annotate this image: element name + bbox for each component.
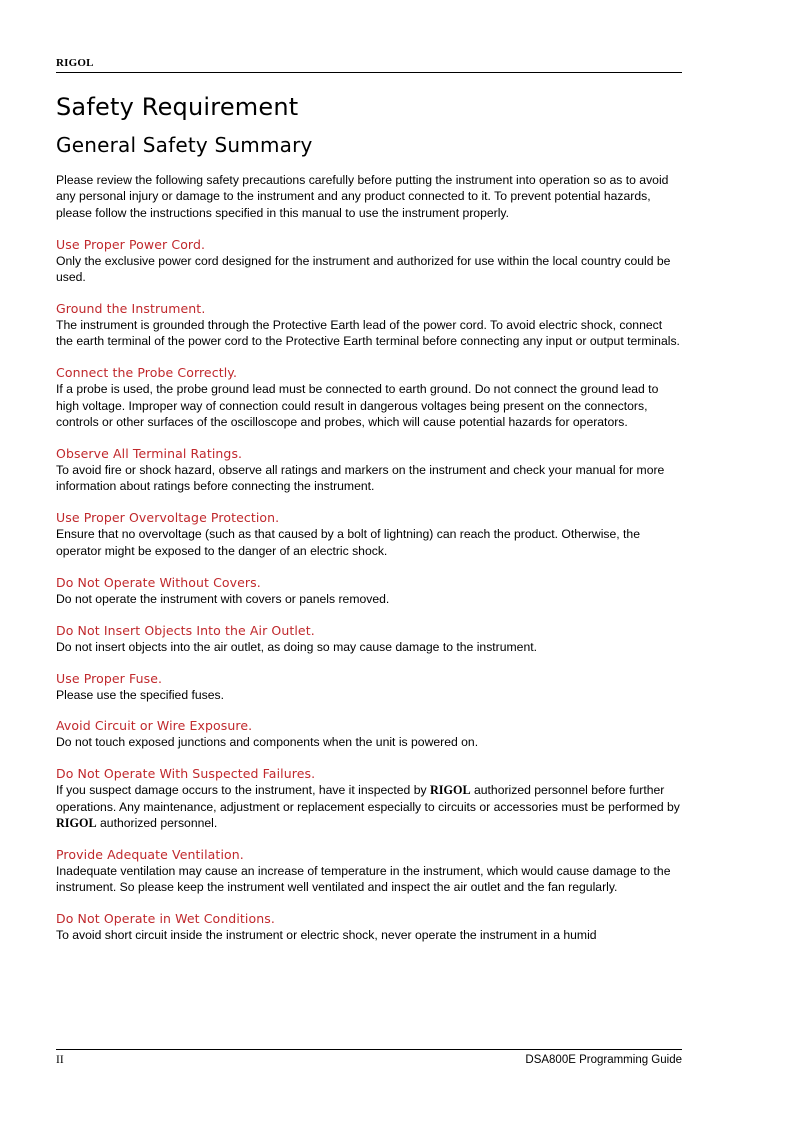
safety-item	[56, 446, 682, 495]
safety-item-title: Do Not Operate in Wet Conditions.	[56, 911, 275, 927]
brand-inline: RIGOL	[429, 783, 471, 798]
document-title: DSA800E Programming Guide	[525, 1054, 682, 1066]
body-text: If you suspect damage occurs to the instrument, have it inspected by	[56, 783, 430, 798]
subsection-title: General Safety Summary	[56, 133, 313, 157]
header-brand: RIGOL	[56, 56, 682, 73]
safety-item-body: Do not operate the instrument with covers or panels removed.	[56, 591, 390, 606]
safety-item	[56, 301, 682, 350]
safety-item-title: Avoid Circuit or Wire Exposure.	[56, 718, 253, 734]
safety-item-title: Ground the Instrument.	[56, 301, 206, 317]
safety-item-title: Use Proper Overvoltage Protection.	[56, 510, 280, 526]
page-number: II	[56, 1054, 64, 1066]
safety-item-title: Do Not Insert Objects Into the Air Outlet.	[56, 622, 315, 638]
section-title: Safety Requirement	[56, 93, 299, 121]
safety-item	[56, 237, 682, 286]
safety-item	[56, 718, 682, 750]
safety-item-title: Do Not Operate Without Covers.	[56, 574, 261, 590]
page-footer	[56, 1049, 682, 1067]
safety-item-body: Inadequate ventilation may cause an increase of temperature in the instrument, which would cause damage to the instrument. So please keep the instrument well ventilated and inspect the air outlet and the fan regularly.	[56, 864, 671, 895]
safety-item-title: Observe All Terminal Ratings.	[56, 446, 243, 462]
intro-paragraph: Please review the following safety precautions carefully before putting the instrument into operation so as to avoid any personal injury or damage to the instrument and any product connected to it. To prevent potential hazards, please follow the instructions specified in this manual to use the instrument properly.	[56, 173, 669, 220]
safety-item	[56, 575, 682, 607]
safety-item	[56, 911, 682, 943]
safety-item-body: To avoid short circuit inside the instrument or electric shock, never operate the instrument in a humid	[56, 928, 597, 943]
safety-item-body: The instrument is grounded through the Protective Earth lead of the power cord. To avoid electric shock, connect the earth terminal of the power cord to the Protective Earth terminal before connecting any input or output terminals.	[56, 318, 680, 349]
safety-item	[56, 847, 682, 896]
safety-item	[56, 671, 682, 703]
safety-item	[56, 365, 682, 430]
safety-item-body: Please use the specified fuses.	[56, 687, 225, 702]
brand-inline: RIGOL	[56, 816, 97, 831]
safety-item-body: If a probe is used, the probe ground lead must be connected to earth ground. Do not connect the ground lead to high voltage. Improper way of connection could result in dangerous voltages being present on the connectors, controls or other surfaces of the oscilloscope and probes, which will cause potential hazards for operators.	[56, 382, 659, 430]
safety-item-body: Ensure that no overvoltage (such as that caused by a bolt of lightning) can reach the product. Otherwise, the operator might be exposed to the danger of an electric shock.	[56, 527, 640, 558]
safety-item	[56, 623, 682, 655]
safety-item-body: Only the exclusive power cord designed for the instrument and authorized for use within the local country could be used.	[56, 253, 671, 285]
safety-item-title: Provide Adequate Ventilation.	[56, 847, 244, 863]
safety-item-suspected-failures	[56, 766, 682, 831]
safety-item-title: Connect the Probe Correctly.	[56, 365, 238, 381]
safety-item-title: Use Proper Fuse.	[56, 670, 163, 686]
safety-item-title: Do Not Operate With Suspected Failures.	[56, 766, 316, 782]
safety-item-body: Do not touch exposed junctions and components when the unit is powered on.	[56, 735, 479, 750]
safety-item-body: To avoid fire or shock hazard, observe all ratings and markers on the instrument and check your manual for more information about ratings before connecting the instrument.	[56, 463, 665, 494]
document-page	[56, 56, 682, 944]
safety-item-title: Use Proper Power Cord.	[56, 236, 206, 252]
safety-item-body	[56, 782, 682, 831]
safety-item	[56, 510, 682, 559]
body-text: authorized personnel before further operations. Any maintenance, adjustment or replacement especially to circuits or accessories must be performed by	[56, 783, 680, 814]
safety-item-body: Do not insert objects into the air outlet, as doing so may cause damage to the instrument.	[56, 639, 537, 654]
safety-items-list	[56, 237, 682, 944]
body-text: authorized personnel.	[96, 816, 218, 831]
